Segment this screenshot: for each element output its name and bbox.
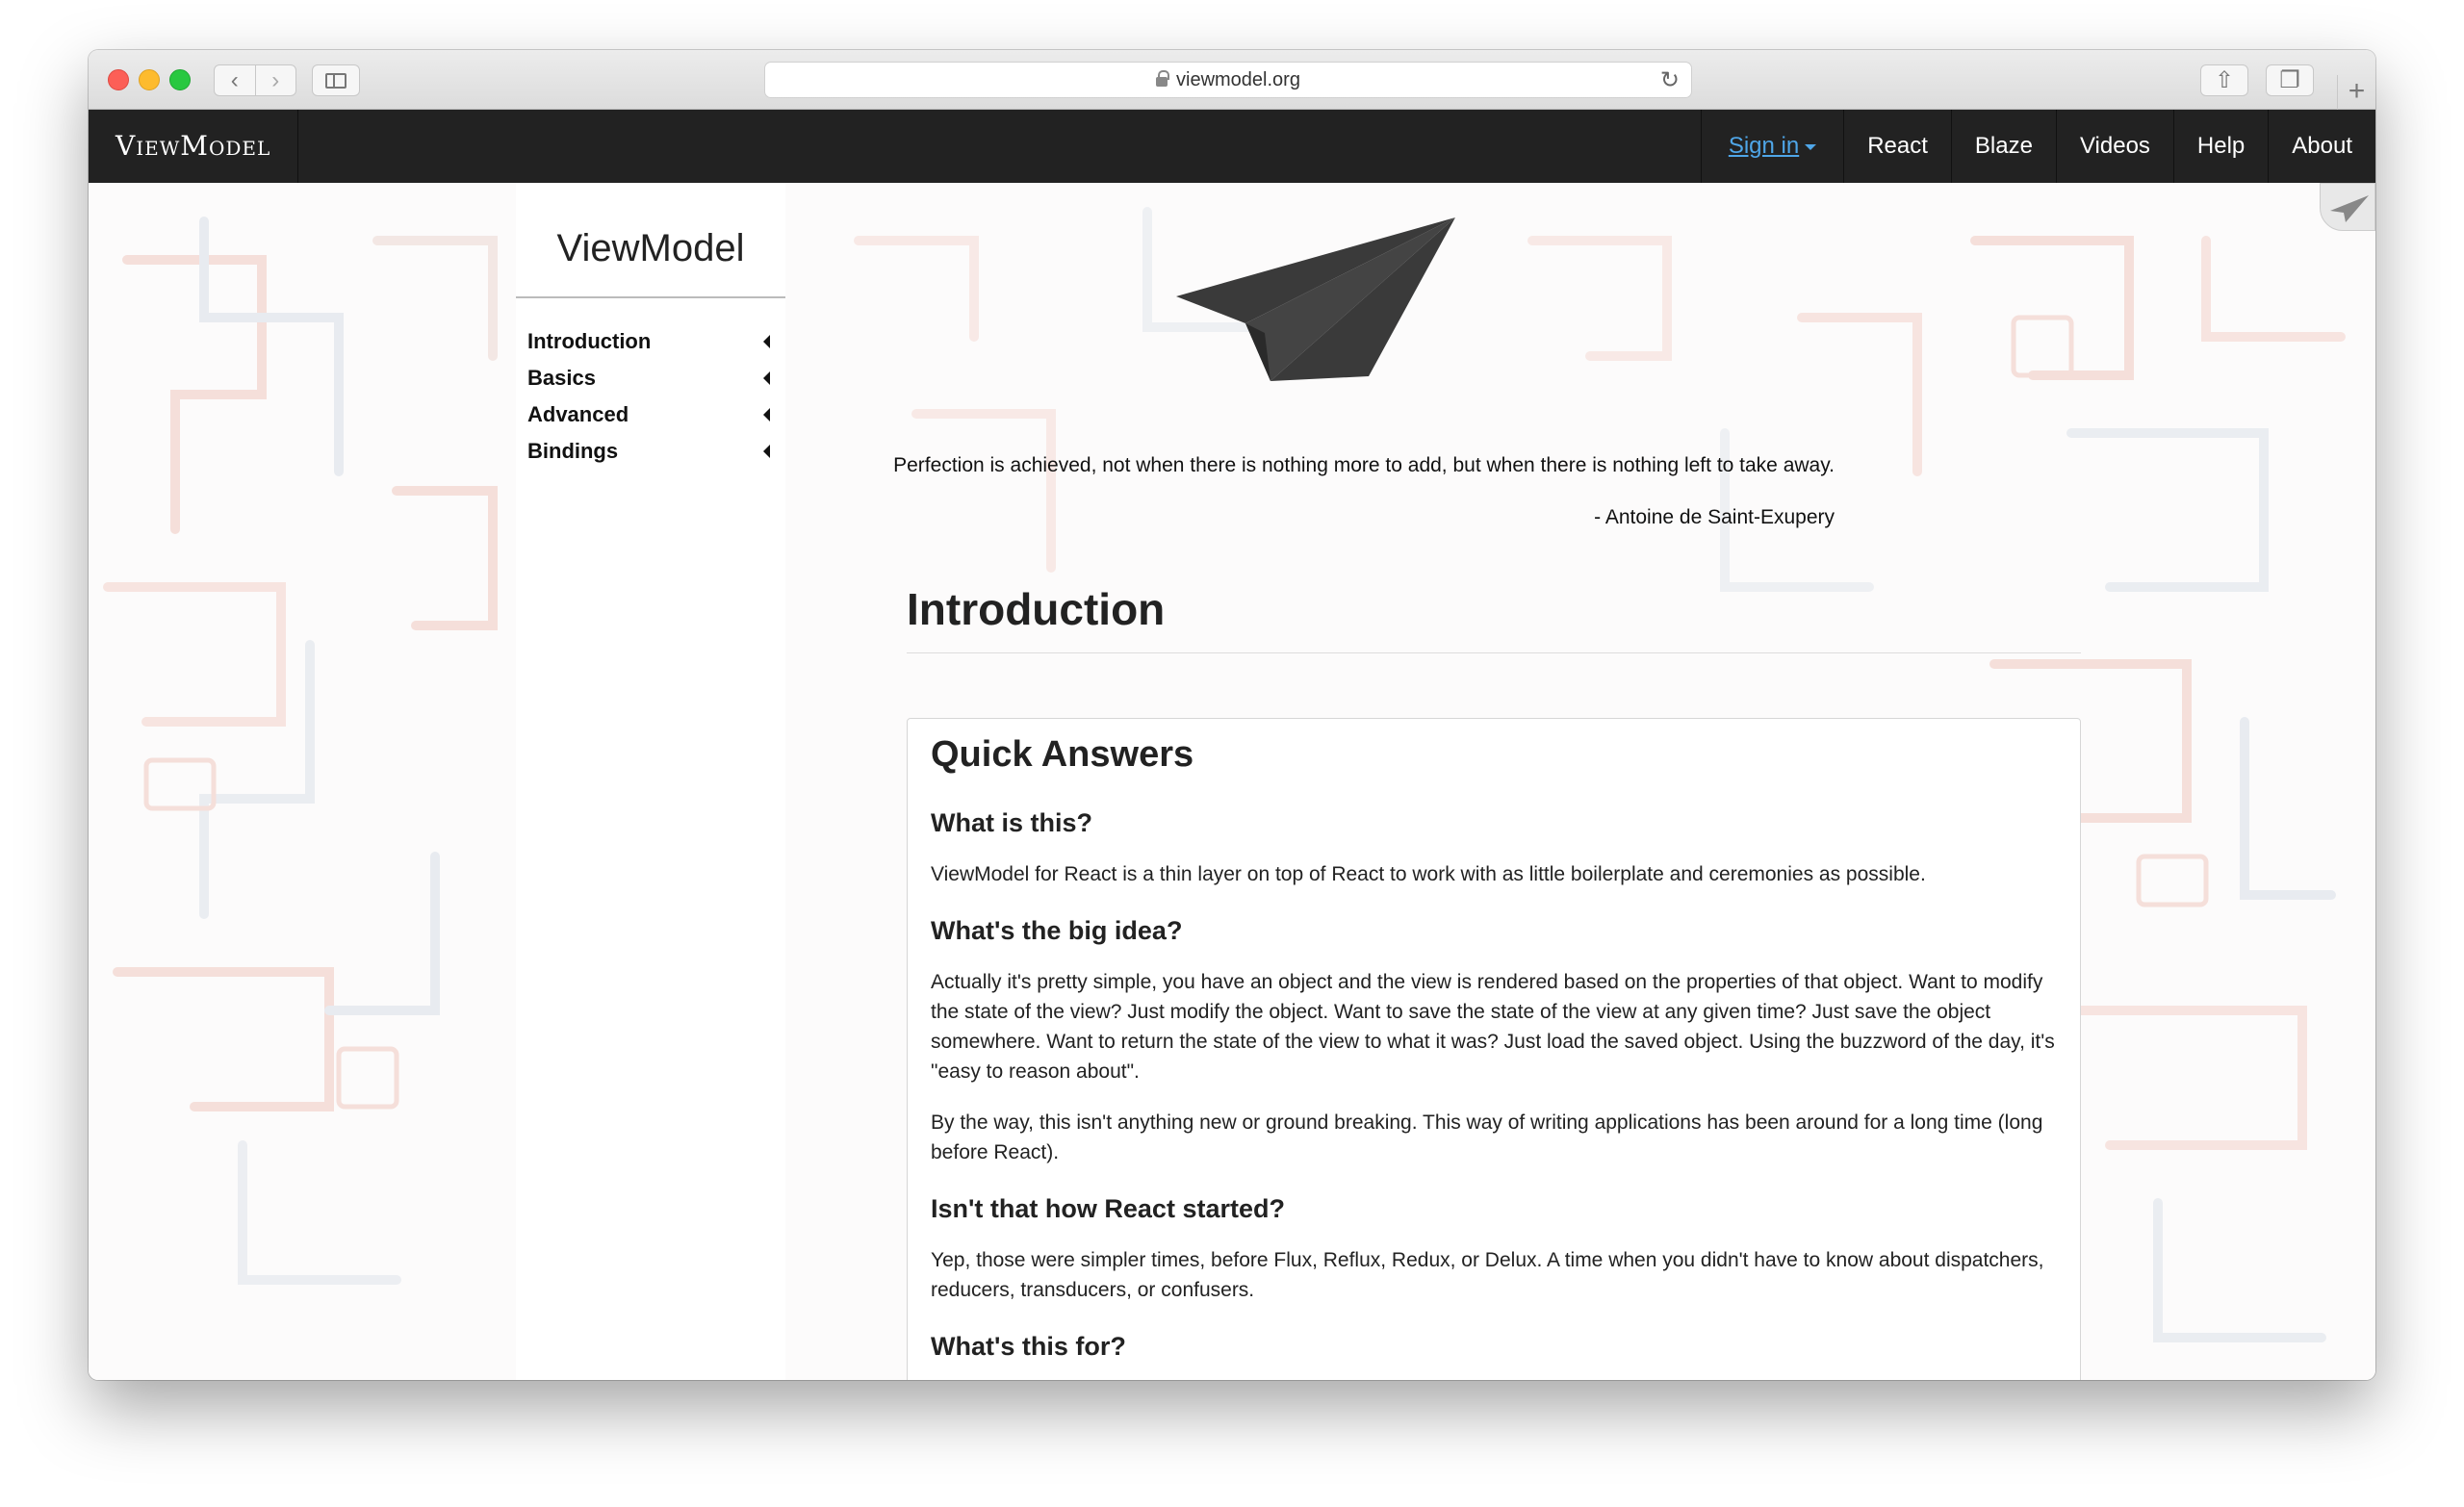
sidebar-title: ViewModel [516, 183, 785, 298]
panel-title: Quick Answers [931, 734, 1194, 775]
zoom-window-button[interactable] [169, 69, 191, 90]
forward-icon[interactable]: › [271, 67, 280, 93]
signin-label: Sign in [1728, 133, 1800, 159]
back-icon[interactable]: ‹ [215, 65, 256, 95]
browser-window [89, 50, 2375, 1380]
nav-item-react[interactable]: React [1843, 110, 1951, 183]
nav-item-blaze[interactable]: Blaze [1951, 110, 2056, 183]
close-window-button[interactable] [108, 69, 129, 90]
sidebar-item-advanced[interactable] [527, 396, 774, 433]
address-bar[interactable] [764, 62, 1692, 98]
sidebar-item-label: Introduction [527, 329, 652, 353]
caret-left-icon [763, 335, 770, 348]
question-heading: What's the big idea? [931, 916, 1183, 945]
history-nav [214, 64, 296, 96]
address-url: viewmodel.org [1176, 68, 1300, 90]
new-tab-icon[interactable]: + [2337, 75, 2375, 110]
hero-quote: Perfection is achieved, not when there is nothing more to add, but when there is nothing left to take away. [893, 454, 1835, 476]
signin-dropdown[interactable] [1701, 110, 1843, 183]
sidebar-item-bindings[interactable] [527, 433, 774, 470]
share-button[interactable] [2200, 64, 2248, 96]
docs-sidebar [516, 183, 785, 1380]
nav-item-help[interactable]: Help [2173, 110, 2268, 183]
sidebar-item-basics[interactable] [527, 360, 774, 396]
brand-logo[interactable]: ViewModel [116, 110, 298, 183]
share-icon: ⇧ [2214, 67, 2235, 93]
sidebar-toggle-button[interactable] [312, 64, 360, 96]
sidebar-icon [325, 73, 346, 89]
paper-plane-logo [1176, 217, 1455, 381]
question-heading: Isn't that how React started? [931, 1194, 1285, 1223]
paper-plane-icon [2326, 192, 2373, 226]
sidebar-item-label: Bindings [527, 439, 619, 463]
answer-paragraph: Yep, those were simpler times, before Flux, Reflux, Redux, or Delux. A time when you didn't have to know about dispatchers, reducers, transducers, or confusers. [931, 1249, 2044, 1301]
sidebar-item-label: Basics [527, 366, 596, 390]
section-heading: Introduction [907, 583, 2081, 653]
sidebar-item-introduction[interactable] [527, 323, 774, 360]
sidebar-item-label: Advanced [527, 402, 629, 426]
quick-answers-panel [907, 718, 2081, 1380]
caret-left-icon [763, 445, 770, 458]
main-content [785, 183, 2094, 1380]
answer-paragraph: ViewModel for React is a thin layer on top of React to work with as little boilerplate and ceremonies as possible. [931, 863, 1926, 885]
show-tabs-button[interactable] [2266, 64, 2314, 96]
sidebar-menu [516, 298, 785, 470]
quote-author: - Antoine de Saint-Exupery [1594, 506, 1835, 528]
chevron-down-icon [1805, 144, 1816, 150]
browser-titlebar [89, 50, 2375, 110]
reload-icon[interactable]: ↻ [1659, 67, 1680, 93]
nav-item-about[interactable]: About [2268, 110, 2375, 183]
question-heading: What is this? [931, 808, 1092, 837]
minimize-window-button[interactable] [139, 69, 160, 90]
caret-left-icon [763, 408, 770, 421]
lock-icon [1156, 77, 1168, 87]
site-navbar [89, 110, 2375, 183]
corner-badge[interactable] [2320, 183, 2375, 231]
nav-item-videos[interactable]: Videos [2056, 110, 2173, 183]
answer-paragraph: By the way, this isn't anything new or ground breaking. This way of writing applications has been around for a long time (long before React). [931, 1111, 2043, 1163]
page-content[interactable] [89, 183, 2375, 1380]
caret-left-icon [763, 371, 770, 385]
navbar-menu [1701, 110, 2375, 183]
tabs-icon: ❐ [2279, 67, 2300, 93]
question-heading: What's this for? [931, 1332, 1126, 1361]
answer-paragraph: Actually it's pretty simple, you have an object and the view is rendered based on the properties of that object. Want to modify the state of the view? Just modify the object. Want to save the state of the view at any given time? Just save the object somewhere. Want to return the state of the view to what it was? Just load the saved object. Using the buzzword of the day, it's "easy to reason about". [931, 971, 2055, 1083]
